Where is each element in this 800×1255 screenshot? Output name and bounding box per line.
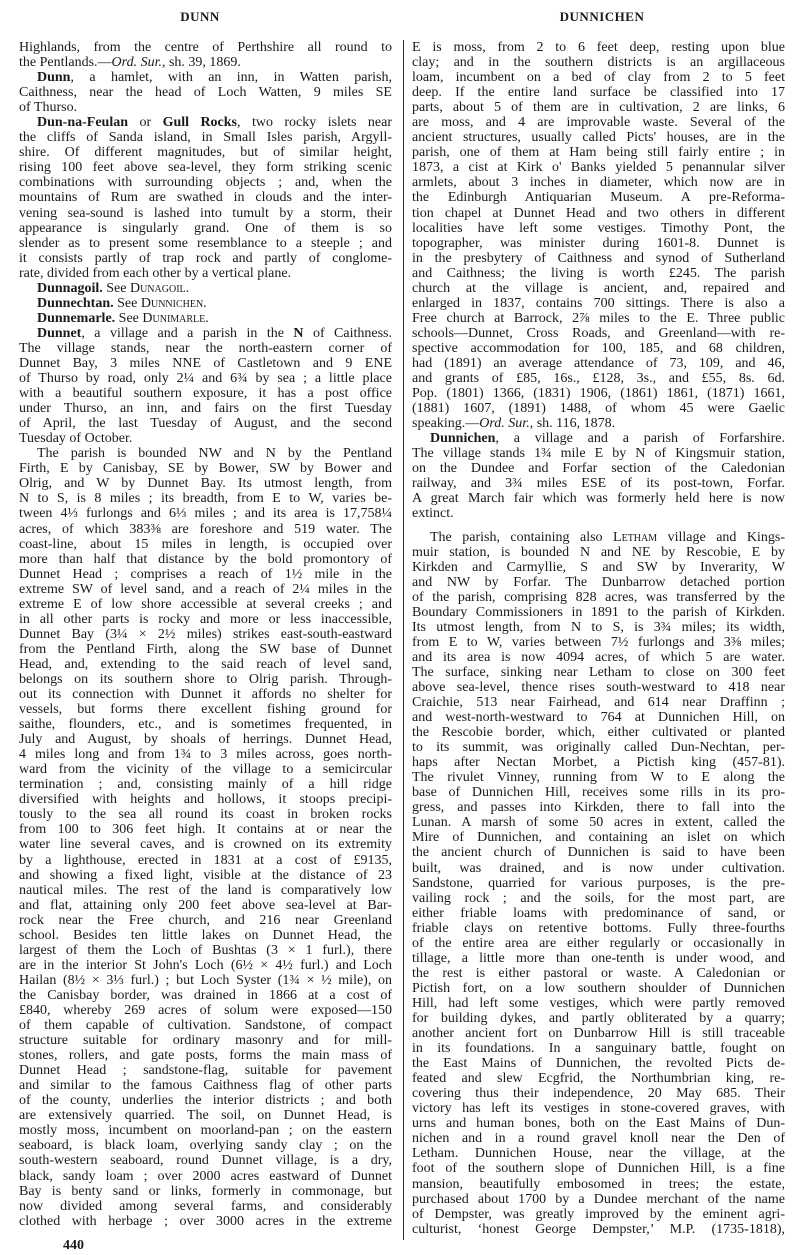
- text-line: either friable loams with predominance of sand, or: [412, 905, 785, 921]
- text-column-left: [19, 40, 392, 1229]
- text-run: See: [115, 310, 143, 326]
- text-run: , sh. 116, 1878.: [529, 416, 616, 432]
- cross-reference: Dunnichen.: [140, 295, 207, 311]
- text-line: Pictish fort, on a low southern shoulder of Dunnichen: [412, 980, 785, 996]
- text-line: loam, incumbent on a bed of clay from 2 to 5 feet: [412, 70, 785, 86]
- text-run: See: [113, 295, 141, 311]
- text-line: of Thurso.: [19, 100, 78, 116]
- text-line: south-western seaboard, round Dunnet village, is a dry,: [19, 1153, 392, 1169]
- text-line: Firth, E by Canisbay, SE by Bower, SW by Bower and: [19, 461, 392, 477]
- text-line: clay; and in the southern districts is an argillaceous: [412, 55, 785, 71]
- text-line: slender as to present some resemblance to a steeple ; and: [19, 235, 392, 251]
- running-header-left: DUNN: [180, 9, 220, 24]
- text-line: vailing rock ; and the soils, for the most part, are: [412, 890, 785, 906]
- text-line: extreme E of low shore accessible at several creeks ; and: [19, 596, 392, 612]
- text-line: of Thurso by road, only 2¼ and 6¾ by sea ; a little place: [19, 371, 392, 387]
- text-line: rate, divided from each other by a vertical plane.: [19, 265, 292, 281]
- text-line: more than half that distance by the bold promontory of: [19, 551, 392, 567]
- text-line: it consists partly of trap rock and partly of conglome-: [19, 250, 392, 266]
- text-line: appearance is singularly grand. One of them is so: [19, 220, 392, 236]
- text-line: and showing a fixed light, visible at the distance of 23: [19, 867, 392, 883]
- text-line: [412, 530, 785, 545]
- text-line: extinct.: [412, 506, 454, 522]
- text-line: The rivulet Vinney, running from W to E along the: [412, 770, 785, 786]
- text-line: acres, of which 383⅜ are foreshore and 519 water. The: [19, 521, 392, 537]
- column-divider: [403, 40, 404, 1240]
- text-line: The village stands 1¾ mile E by N of Kingsmuir station,: [412, 446, 785, 462]
- entry-paragraph: [19, 281, 392, 296]
- text-line: Boundary Commissioners in 1891 to the parish of Kirkden.: [412, 604, 785, 620]
- entry-paragraph: [19, 296, 392, 311]
- text-line: and NW by Forfar. The Dunbarrow detached portion: [412, 574, 785, 590]
- text-line: Mire of Dunnichen, and containing an islet on which: [412, 830, 785, 846]
- text-line: tillage, a little more than one-tenth is under wood, and: [412, 950, 785, 966]
- text-line: water line several caves, and is crowned on its extremity: [19, 837, 392, 853]
- text-line: culturist, ‘honest George Dempster,’ M.P. (1735-1818),: [412, 1221, 785, 1237]
- text-line: vessels, but forms there excellent fishing ground for: [19, 702, 392, 718]
- text-line: E is moss, from 2 to 6 feet deep, resting upon blue: [412, 40, 785, 55]
- text-line: coast-line, about 15 miles in length, is occupied over: [19, 536, 392, 552]
- entry-paragraph: [19, 70, 392, 115]
- text-line: base of Dunnichen Hill, receives some rills in its pro-: [412, 785, 785, 801]
- text-line: The parish is bounded NW and N by the Pentland: [37, 446, 392, 462]
- text-line: Craichie, 513 near Fairhead, and 614 near Draffinn ;: [412, 695, 785, 711]
- text-line: armlets, about 3 inches in diameter, which now are in: [412, 175, 785, 191]
- text-line: Olrig, and W by Dunnet Bay. Its utmost length, from: [19, 476, 392, 492]
- text-line: [19, 311, 392, 326]
- text-line: from 100 to 306 feet high. It contains at or near the: [19, 822, 392, 838]
- text-line: localities have left some vestiges. Timothy Pont, the: [412, 220, 785, 236]
- text-line: and flat, attaining only 200 feet above sea-level at Bar-: [19, 897, 392, 913]
- text-line: [19, 296, 392, 311]
- text-line: to its summit, was originally called Dun-Nechtan, per-: [412, 740, 785, 756]
- text-line: in its foundations. In a sanguinary battle, fought on: [412, 1041, 785, 1057]
- entry-paragraph: [19, 446, 392, 1228]
- text-line: spective accommodation for 100, 185, and 68 children,: [412, 340, 785, 356]
- text-line: diversified with heights and hollows, it stoops precipi-: [19, 792, 392, 808]
- text-line: mountains of Rum are swathed in clouds and the inter-: [19, 190, 392, 206]
- text-line: foot of the southern slope of Dunnichen Hill, is a fine: [412, 1161, 785, 1177]
- text-line: structure suitable for ordinary masonry and for mill-: [19, 1033, 392, 1049]
- text-line: enlarged in 1837, contains 700 sittings. There is also a: [412, 295, 785, 311]
- text-line: 1873, a cist at Kirk o' Banks yielded 5 penannular silver: [412, 160, 785, 176]
- text-run: , sh. 39, 1869.: [161, 55, 241, 71]
- text-line: Free church at Barrock, 2⅞ miles to the E. Three public: [412, 310, 785, 326]
- text-line: Dunnet Head ; sandstone-flag, suitable for pavement: [19, 1063, 392, 1079]
- text-run: the Pentlands.—: [19, 55, 112, 71]
- text-line: [19, 70, 392, 85]
- text-line: July and August, by shoals of herrings. Dunnet Head,: [19, 732, 392, 748]
- text-line: Tuesday of October.: [19, 431, 133, 447]
- text-column-right: [412, 40, 785, 1237]
- text-line: gress, and passes into Kirkden, there to fall into the: [412, 800, 785, 816]
- headword: Dunnagoil.: [37, 280, 103, 296]
- text-line: of April, the last Tuesday of August, and the second: [19, 416, 392, 432]
- text-line: seaboard, is black loam, overlying sandy clay ; on the: [19, 1138, 392, 1154]
- text-line: saithe, flounders, etc., and is sometimes frequented, in: [19, 717, 392, 733]
- text-line: parts, about 5 of them are in cultivation, 2 are links, 6: [412, 100, 785, 116]
- text-line: the ancient church of Dunnichen is said to have been: [412, 845, 785, 861]
- text-line: from the Pentland Firth, along the SW base of Dunnet: [19, 641, 392, 657]
- text-line: rock near the Free church, and 216 near Greenland: [19, 912, 392, 928]
- headword: Dunnechtan.: [37, 295, 114, 311]
- cross-reference: Dunagoil.: [129, 280, 190, 296]
- text-line: deep. If the entire land surface be classified into 17: [412, 85, 785, 101]
- text-line: another ancient fort on Dunbarrow Hill is still traceable: [412, 1026, 785, 1042]
- text-run: The parish, containing also: [430, 529, 614, 545]
- cross-reference: Letham: [613, 529, 658, 545]
- text-line: of the county, underlies the interior districts ; and both: [19, 1093, 392, 1109]
- text-line: are extensively quarried. The soil, on Dunnet Head, is: [19, 1108, 392, 1124]
- text-line: Highlands, from the centre of Perthshire all round to: [19, 40, 392, 55]
- text-line: stones, rollers, and gate posts, forms the main mass of: [19, 1048, 392, 1064]
- headword: Dun-na-Feulan: [37, 115, 129, 131]
- text-line: Kirkden and Carmyllie, S and SW by Inverarity, W: [412, 559, 785, 575]
- text-line: and Caithness; the living is worth £245. The parish: [412, 265, 785, 281]
- text-line: out its connection with Dunnet it affords no shelter for: [19, 687, 392, 703]
- cross-reference: Dunimarle.: [142, 310, 209, 326]
- text-line: with a beautiful southern exposure, it has a post office: [19, 386, 392, 402]
- text-line: built, was drained, and is now under cultivation.: [412, 860, 785, 876]
- text-line: school. Besides ten little lakes on Dunnet Head, the: [19, 927, 392, 943]
- text-line: termination ; and, consisting mainly of a hill ridge: [19, 777, 392, 793]
- text-run: , a village and a parish of Forfarshire.: [495, 431, 785, 447]
- text-line: shire. Of different magnitudes, but of similar height,: [19, 145, 392, 161]
- entry-paragraph: [19, 115, 392, 281]
- text-line: above sea-level, thence rises south-westward to 418 near: [412, 679, 785, 695]
- headword: Dunn: [37, 70, 71, 86]
- text-line: [19, 55, 392, 70]
- text-line: ward from the vicinity of the village to a semicircular: [19, 762, 392, 778]
- headword: Dunnichen: [430, 431, 496, 447]
- running-header-right: DUNNICHEN: [559, 9, 645, 24]
- entry-paragraph: [412, 431, 785, 521]
- text-line: on the Dundee and Forfar section of the Caledonian: [412, 461, 785, 477]
- text-line: nichen and in a round gravel knoll near the Den of: [412, 1131, 785, 1147]
- text-line: tween 4⅓ furlongs and 6⅓ miles ; and its area is 17,758¼: [19, 506, 392, 522]
- entry-paragraph: [19, 311, 392, 326]
- headword: Dunnet: [37, 325, 82, 341]
- text-line: vening sea-sound is lashed into tumult by a storm, their: [19, 205, 392, 221]
- text-line: for building dykes, and partly obliterated by a quarry;: [412, 1011, 785, 1026]
- text-line: feated and slew Ecgfrid, the Northumbrian king, re-: [412, 1071, 785, 1087]
- text-line: ancient structures, usually called Picts' houses, are in the: [412, 130, 785, 146]
- text-line: Hill, had left some vestiges, which were partly removed: [412, 995, 785, 1011]
- text-line: parish, one of them at Ham being still fairly entire ; in: [412, 145, 785, 161]
- text-line: from E to W, varies between 7½ furlongs and 3⅜ miles;: [412, 634, 785, 650]
- headword: Gull Rocks: [162, 115, 238, 131]
- text-line: muir station, is bounded N and NE by Rescobie, E by: [412, 544, 785, 560]
- text-line: of Dempster, was greatly improved by the eminent agri-: [412, 1206, 785, 1222]
- text-line: by a lighthouse, erected in 1831 at a cost of £9135,: [19, 852, 392, 868]
- text-line: £840, whereby 269 acres of solum were exposed—150: [19, 1003, 392, 1018]
- text-line: covering thus their independence, 20 May 685. Their: [412, 1086, 785, 1102]
- text-line: black, sandy loam ; over 2000 acres eastward of Dunnet: [19, 1168, 392, 1184]
- text-line: largest of them the Loch of Bushtas (3 × 1 furl.), there: [19, 942, 392, 958]
- entry-paragraph: [412, 530, 785, 1237]
- headword: Dunnemarle.: [37, 310, 116, 326]
- text-line: urns and human bones, both on the East Mains of Dun-: [412, 1116, 785, 1132]
- text-line: friable clays on retentive bottoms. Fully three-fourths: [412, 920, 785, 936]
- text-line: mansion, beautifully embosomed in trees; the estate,: [412, 1176, 785, 1192]
- text-line: [412, 431, 785, 446]
- text-line: the Rescobie border, which, either cultivated or planted: [412, 725, 785, 741]
- text-line: the East Mains of Dunnichen, the revolted Picts de-: [412, 1056, 785, 1072]
- text-line: nautical miles. The rest of the land is comparatively low: [19, 882, 392, 898]
- text-line: of them capable of cultivation. Sandstone, of compact: [19, 1018, 392, 1034]
- text-line: 4 miles long and from 1¾ to 3 miles across, goes north-: [19, 747, 392, 763]
- text-line: the Canisbay border, was drained in 1866 at a cost of: [19, 987, 392, 1003]
- text-line: Dunnet Head ; comprises a reach of 1½ mile in the: [19, 566, 392, 582]
- text-line: now divided among several farms, and considerably: [19, 1198, 392, 1214]
- text-line: the Edinburgh Antiquarian Museum. A pre-Reforma-: [412, 190, 785, 206]
- text-run: , a village and a parish in the: [81, 325, 294, 341]
- text-line: Bay is benty sand or links, formerly in commonage, but: [19, 1183, 392, 1199]
- text-line: are in the interior St John's Loch (6½ × 4½ furl.) and Loch: [19, 957, 392, 973]
- text-line: (1881) 1607, (1891) 1488, of whom 45 were Gaelic: [412, 401, 785, 417]
- text-line: Dunnet Bay (3¼ × 2½ miles) strikes east-south-eastward: [19, 626, 392, 642]
- text-run: village and Kings-: [657, 529, 785, 545]
- text-run: or: [128, 115, 163, 131]
- text-line: rising 100 feet above sea-level, they form striking scenic: [19, 160, 392, 176]
- text-line: victory has left its vestiges in stone-covered graves, with: [412, 1101, 785, 1117]
- text-line: mostly moss, incumbent on moorland-pan ; on the eastern: [19, 1123, 392, 1139]
- text-line: combinations with surrounding objects ; and, when the: [19, 175, 392, 191]
- text-line: Hailan (8½ × 3⅓ furl.) ; but Loch Syster (1¾ × ½ mile), on: [19, 972, 392, 988]
- text-line: in the presbytery of Caithness and synod of Sutherland: [412, 250, 785, 266]
- text-line: the cliffs of Sanda island, in Small Isles parish, Argyll-: [19, 130, 392, 146]
- text-line: and its area is now 4094 acres, of which 5 are water.: [412, 649, 785, 665]
- headword: N: [293, 325, 304, 341]
- text-line: [19, 281, 392, 296]
- entry-paragraph: [19, 40, 392, 70]
- text-line: and west-north-westward to 764 at Dunnichen Hill, on: [412, 710, 785, 726]
- text-line: of the entire area are either regularly or occasionally in: [412, 935, 785, 951]
- text-line: Pop. (1801) 1366, (1831) 1906, (1861) 1861, (1871) 1661,: [412, 386, 785, 402]
- text-line: Its utmost length, from N to S, is 3¾ miles; its width,: [412, 619, 785, 635]
- text-line: haps after Nectan Morbet, a Pictish king (457-81).: [412, 755, 785, 771]
- text-line: belongs on its southern shore to Olrig parish. Through-: [19, 671, 392, 687]
- italic-reference: Ord. Sur.: [479, 416, 530, 432]
- text-line: of the parish, comprising 828 acres, was transferred by the: [412, 589, 785, 605]
- text-run: , a hamlet, with an inn, in Watten parish,: [70, 70, 392, 86]
- text-line: tously to the sea all round its coast in broken rocks: [19, 807, 392, 823]
- text-run: See: [102, 280, 130, 296]
- entry-paragraph: [19, 326, 392, 446]
- text-line: Sandstone, quarried for various purposes, is the pre-: [412, 875, 785, 891]
- text-line: Caithness, near the head of Loch Watten, 9 miles SE: [19, 85, 392, 101]
- text-line: extreme SW of level sand, and a reach of 2¼ miles in the: [19, 581, 392, 597]
- text-line: had (1891) an average attendance of 73, 109, and 46,: [412, 355, 785, 371]
- italic-reference: Ord. Sur.: [111, 55, 162, 71]
- text-line: The surface, sinking near Letham to close on 300 feet: [412, 664, 785, 680]
- text-line: purchased about 1700 by a Dundee merchant of the name: [412, 1191, 785, 1207]
- text-line: tion chapel at Dunnet Head and two others in different: [412, 205, 785, 221]
- text-line: railway, and 3¾ miles ESE of its post-town, Forfar.: [412, 476, 785, 492]
- entry-paragraph: [412, 40, 785, 431]
- text-line: The village stands, near the north-eastern corner of: [19, 340, 392, 356]
- text-line: church at the village is ancient, and, repaired and: [412, 280, 785, 296]
- text-line: N to S, is 8 miles ; its breadth, from E to W, varies be-: [19, 491, 392, 507]
- text-line: in all other parts is rocky and more or less inaccessible,: [19, 611, 392, 627]
- text-line: Head, and, extending to the said reach of level sand,: [19, 656, 392, 672]
- text-line: topographer, was minister during 1601-8. Dunnet is: [412, 235, 785, 251]
- text-line: schools—Dunnet, Cross Roads, and Greenland—with re-: [412, 325, 785, 341]
- text-run: of Caithness.: [303, 325, 392, 341]
- page-number: 440: [63, 1238, 84, 1253]
- text-line: the rest is either pastoral or waste. A Caledonian or: [412, 965, 785, 981]
- text-run: speaking.—: [412, 416, 480, 432]
- text-line: under Thurso, an inn, and fairs on the first Tuesday: [19, 401, 392, 417]
- text-line: Letham. Dunnichen House, near the village, at the: [412, 1146, 785, 1162]
- text-line: [19, 326, 392, 341]
- text-line: and similar to the famous Caithness flag of other parts: [19, 1078, 392, 1094]
- text-line: Dunnet Bay, 3 miles NNE of Castletown and 9 ENE: [19, 355, 392, 371]
- text-line: Lunan. A marsh of some 50 acres in extent, called the: [412, 815, 785, 831]
- text-line: [412, 416, 785, 431]
- text-line: clothed with herbage ; over 3000 acres in the extreme: [19, 1213, 392, 1229]
- text-line: and grants of £85, 16s., £128, 3s., and £55, 8s. 6d.: [412, 371, 785, 387]
- text-line: are moss, and 4 are improvable waste. Several of the: [412, 115, 785, 131]
- text-line: [19, 115, 392, 130]
- text-line: A great March fair which was formerly held here is now: [412, 491, 785, 507]
- text-run: , two rocky islets near: [237, 115, 392, 131]
